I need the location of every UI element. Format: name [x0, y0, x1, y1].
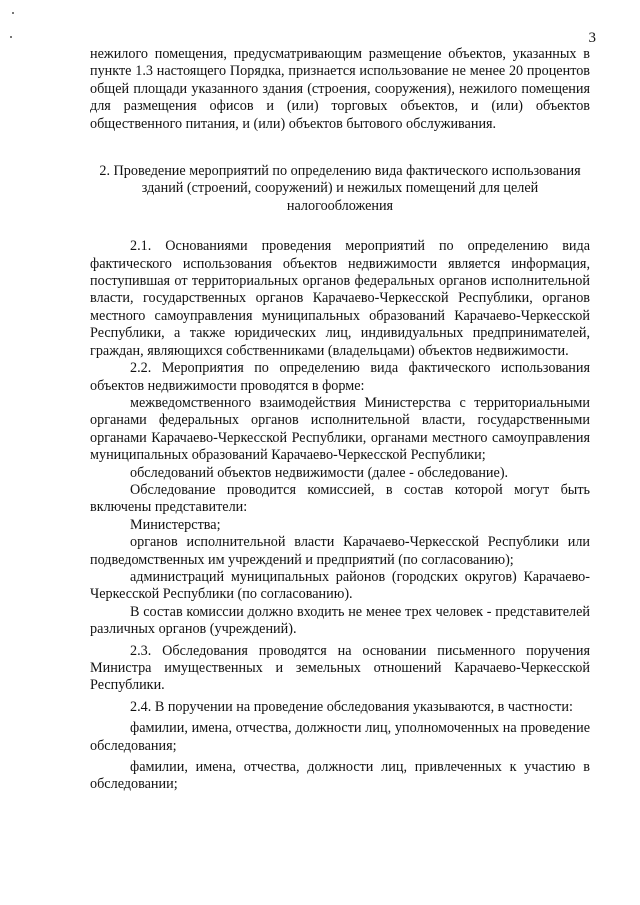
scan-speck: [12, 12, 14, 14]
paragraph-commission-size: В состав комиссии должно входить не менее трех человек - представителей различных органов (учреждений).: [90, 603, 590, 638]
paragraph-2-3: 2.3. Обследования проводятся на основании письменного поручения Министра имущественных и земельных отношений Карачаево-Черкесской Республики.: [90, 642, 590, 694]
list-item-inspection: обследований объектов недвижимости (далее - обследование).: [130, 464, 509, 481]
list-item-authorized-persons: фамилии, имена, отчества, должности лиц, уполномоченных на проведение обследования;: [90, 720, 590, 754]
paragraph-2-4: 2.4. В поручении на проведение обследования указываются, в частности:: [130, 698, 573, 715]
section-heading: 2. Проведение мероприятий по определению вида фактического использования зданий (строений, сооружений) и нежилых помещений для целей налогообложения: [99, 163, 581, 214]
paragraph-commission: Обследование проводится комиссией, в состав которой могут быть включены представители:: [90, 481, 590, 516]
document-body: [90, 46, 590, 794]
list-item-ministry: Министерства;: [130, 516, 221, 533]
list-item-interaction: межведомственного взаимодействия Министерства с территориальными органами федеральных органов исполнительной власти, государственными органами Карачаево-Черкесской Республики, органами местного самоуправления муниципальных образований Карачаево-Черкесской Республики;: [90, 394, 590, 464]
paragraph-continuation: нежилого помещения, предусматривающим размещение объектов, указанных в пункте 1.3 настоящего Порядка, признается использование не менее 20 процентов общей площади указанного здания (строения, сооружения), нежилого помещения для размещения офисов и (или) торговых объектов, и (или) объектов общественного питания, и (или) объектов бытового обслуживания.: [90, 46, 590, 132]
list-item-municipal-administrations: администраций муниципальных районов (городских округов) Карачаево-Черкесской Республики (по согласованию).: [90, 568, 590, 603]
list-item-involved-persons: фамилии, имена, отчества, должности лиц, привлеченных к участию в обследовании;: [90, 759, 590, 793]
paragraph-2-2: 2.2. Мероприятия по определению вида фактического использования объектов недвижимости проводятся в форме:: [90, 360, 590, 394]
list-item-executive-bodies: органов исполнительной власти Карачаево-Черкесской Республики или подведомственных им учреждений и предприятий (по согласованию);: [90, 534, 590, 568]
page-number: 3: [588, 30, 596, 46]
paragraph-2-1: 2.1. Основаниями проведения мероприятий по определению вида фактического использования объектов недвижимости является информация, поступившая от территориальных органов федеральных органов исполнительной власти, государственных органов Карачаево-Черкесской Республики, органов местного самоуправления муниципальных образований Карачаево-Черкесской Республики, а также юридических лиц, индивидуальных предпринимателей, граждан, являющихся собственниками (владельцами) объектов недвижимости.: [90, 238, 590, 359]
scan-speck: [10, 36, 12, 38]
